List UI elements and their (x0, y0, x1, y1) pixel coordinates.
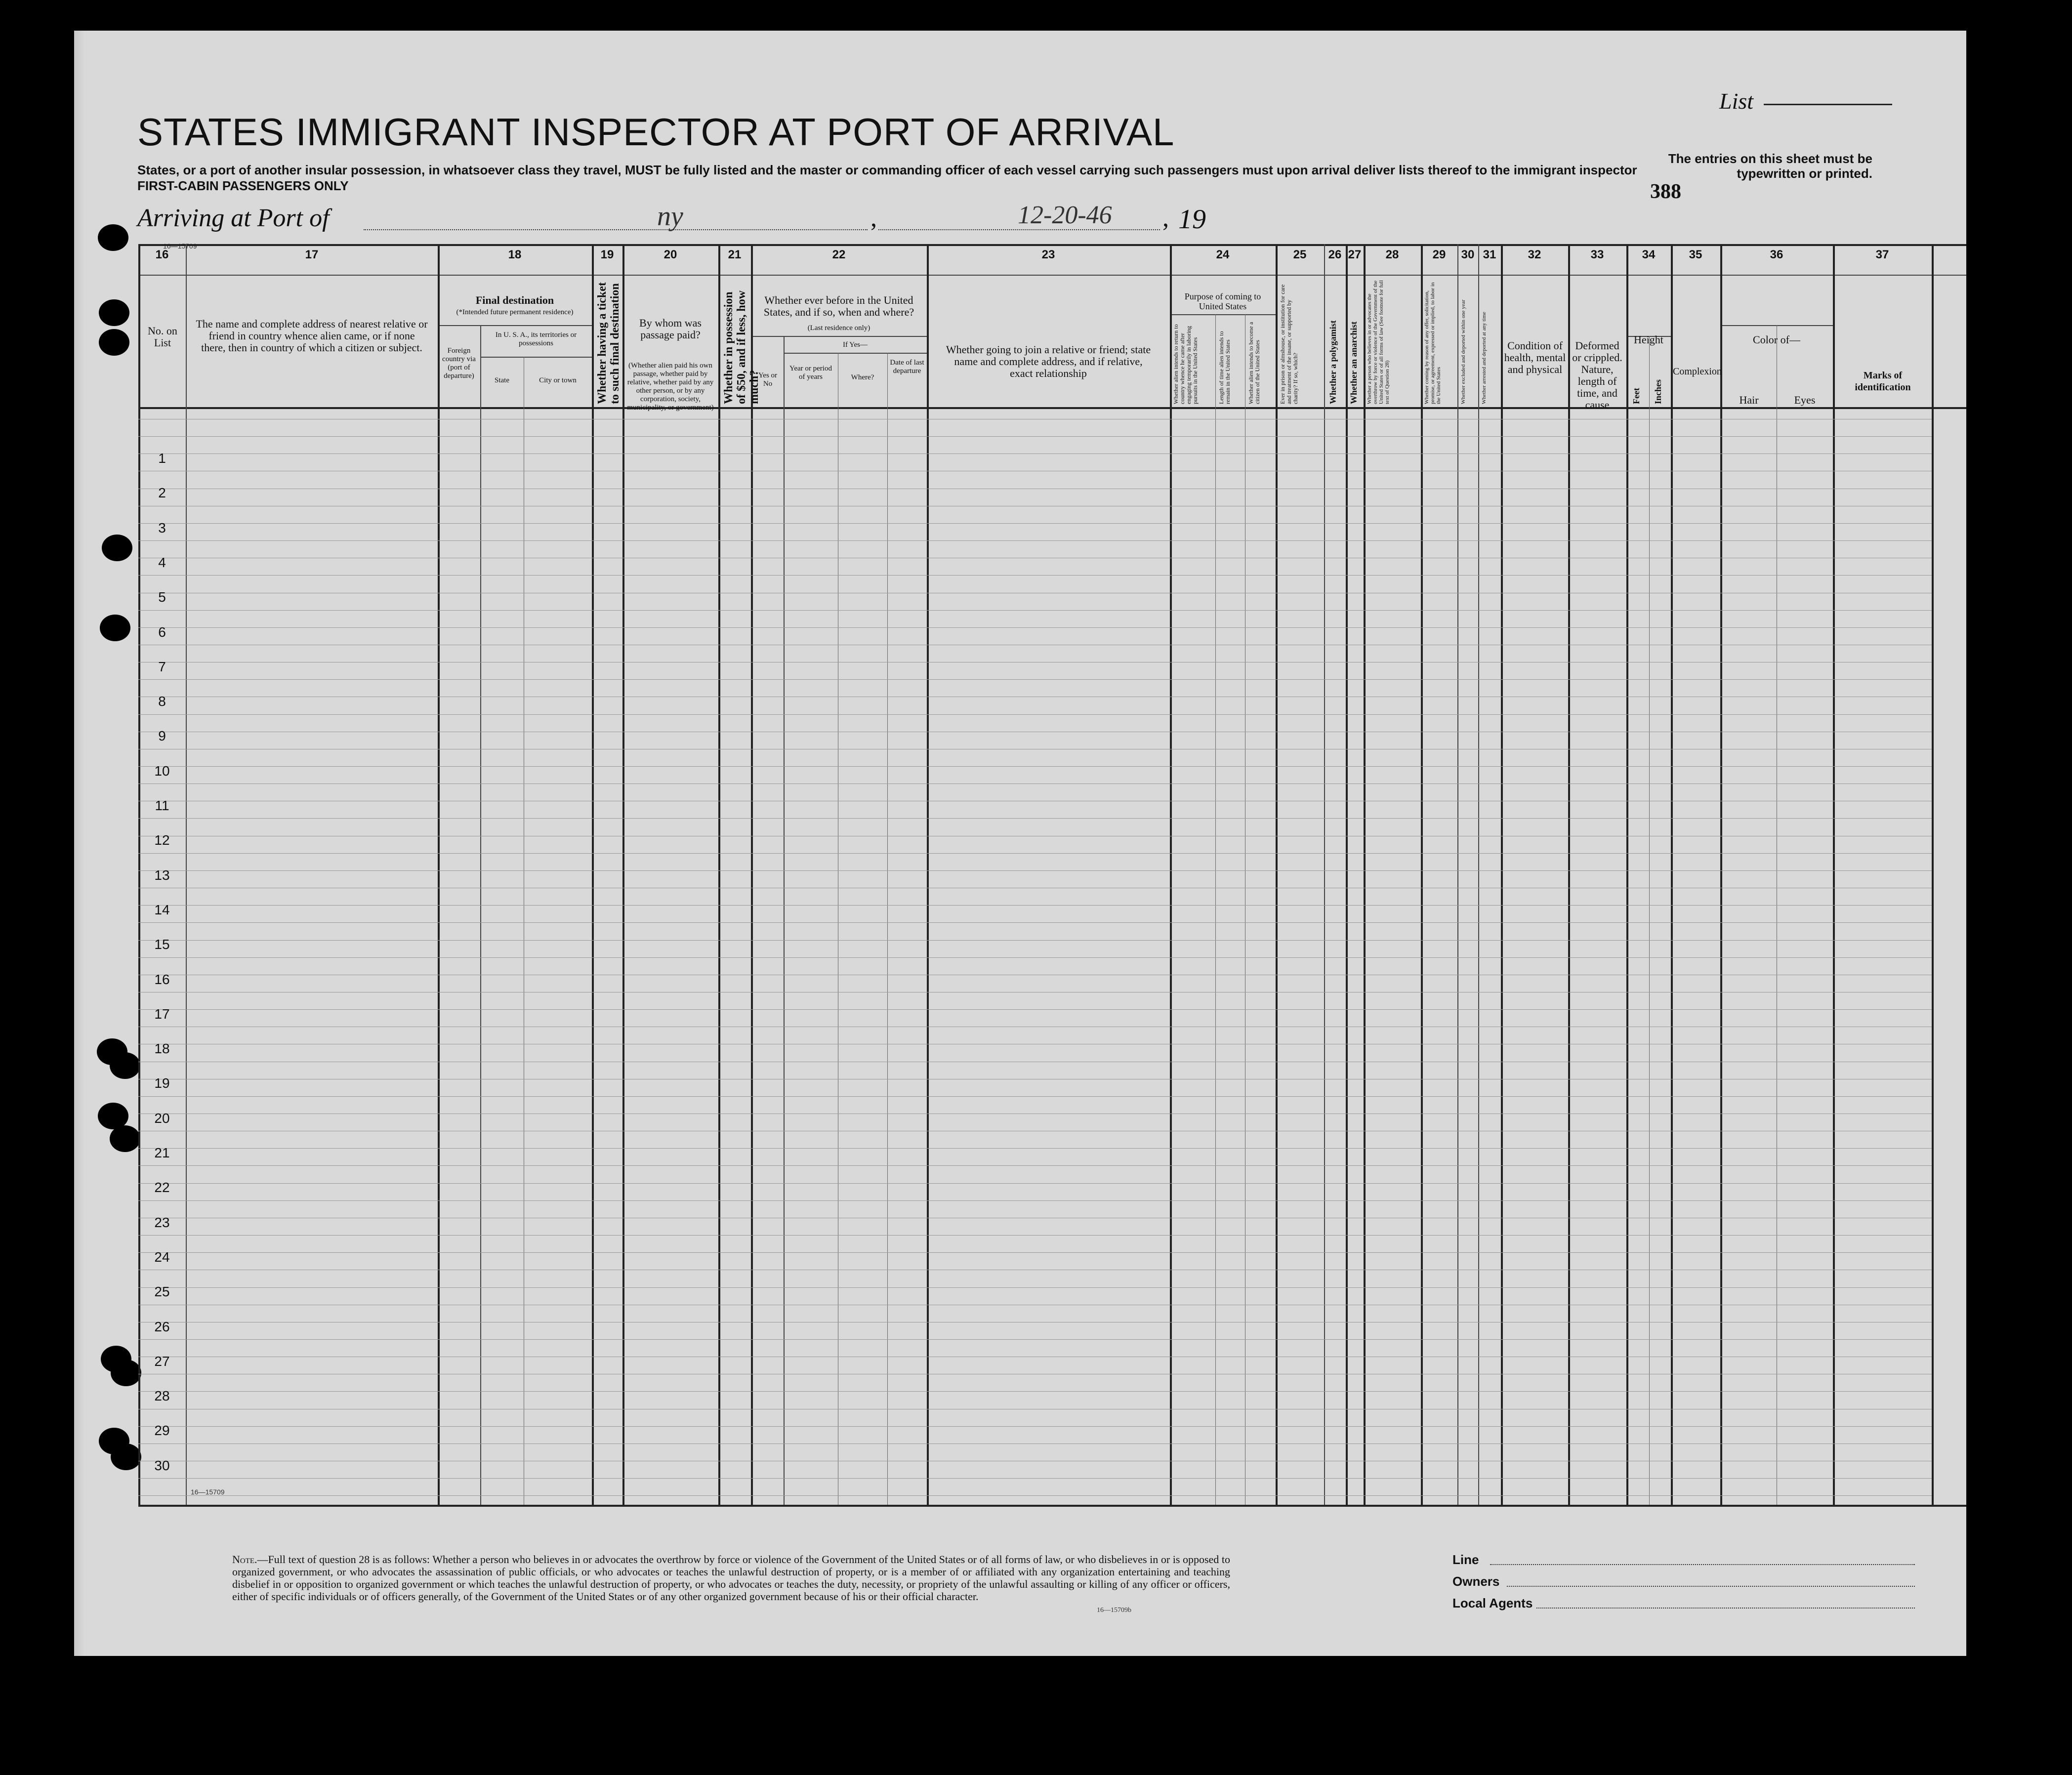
row-number: 28 (154, 1388, 170, 1403)
row-rule (138, 1200, 1932, 1201)
colnum-36: 36 (1770, 248, 1783, 261)
row-rule (138, 1495, 1932, 1496)
row-number: 22 (154, 1180, 170, 1195)
header-yes-no: Yes or No (758, 372, 778, 388)
row-rule (138, 1165, 1932, 1166)
sub-rule-22 (751, 336, 927, 337)
class-line: FIRST-CABIN PASSENGERS ONLY (137, 178, 349, 193)
header-prison: Ever in prison or almshouse, or institution for care and treatment of the insane, or supported by charity? If so, which? (1279, 284, 1299, 404)
header-fifty-dollars: Whether in possession of $50, and if less, how much? (722, 290, 761, 404)
col-border (1626, 244, 1628, 1505)
header-last-residence: (Last residence only) (807, 324, 870, 332)
col-border (887, 353, 888, 1505)
row-rule (138, 818, 1932, 819)
local-agents-field[interactable] (1536, 1608, 1915, 1609)
row-rule (138, 714, 1932, 715)
header-feet: Feet (1631, 388, 1641, 404)
row-rule (138, 1478, 1932, 1479)
header-eyes: Eyes (1794, 394, 1816, 406)
colnum-17: 17 (305, 248, 319, 261)
col-border (927, 244, 929, 1505)
header-state: State (495, 376, 509, 384)
row-number: 27 (154, 1354, 170, 1369)
row-rule (138, 575, 1932, 576)
header-inches: Inches (1653, 379, 1663, 404)
col-border (1364, 244, 1366, 1505)
grid-top-rule (138, 244, 1966, 246)
row-number: 8 (158, 694, 166, 709)
header-nearest-relative: The name and complete address of nearest relative or friend in country whence alien came, or if none there, then in country of which a citizen or subject. (196, 318, 428, 354)
col-border (438, 244, 440, 1505)
arriving-label: Arriving at Port of (137, 204, 330, 232)
header-color-of: Color of— (1753, 333, 1800, 346)
header-health: Condition of health, mental and physical (1504, 339, 1566, 375)
col-border (1833, 244, 1835, 1505)
header-ticket: Whether having a ticket to such final destination (596, 282, 622, 404)
row-rule (138, 1391, 1932, 1392)
sub-rule-24 (1170, 314, 1276, 315)
row-number: 10 (154, 763, 170, 779)
manifest-sheet (74, 31, 1966, 1656)
col-border (1932, 244, 1934, 1505)
col-border (1568, 244, 1570, 1505)
row-number: 4 (158, 555, 166, 570)
col-border (592, 244, 594, 1505)
col-border (186, 244, 187, 1505)
form-code-top: 16—15709 (163, 242, 197, 250)
colnum-27: 27 (1348, 248, 1362, 261)
row-rule (138, 922, 1932, 923)
row-rule (138, 940, 1932, 941)
colnum-34: 34 (1642, 248, 1656, 261)
row-number: 6 (158, 624, 166, 640)
row-number: 19 (154, 1075, 170, 1091)
colnum-rule (138, 275, 1966, 276)
owners-field[interactable] (1507, 1586, 1915, 1587)
row-rule (138, 1339, 1932, 1340)
colnum-29: 29 (1432, 248, 1446, 261)
header-arrested: Whether arrested and deported at any time (1481, 312, 1487, 404)
col-border (480, 325, 481, 1505)
header-join-relative: Whether going to join a relative or friend; state name and complete address, and if relative, exact relationship (946, 343, 1151, 379)
col-border (784, 336, 785, 1505)
colnum-35: 35 (1689, 248, 1702, 261)
row-rule (138, 905, 1932, 906)
list-label: List (1719, 88, 1754, 114)
row-rule (138, 540, 1932, 541)
note-label: Note. (232, 1553, 257, 1566)
row-rule (138, 1183, 1932, 1184)
col-border (1276, 244, 1278, 1505)
colnum-28: 28 (1385, 248, 1399, 261)
sub-rule-22-ifyes (784, 353, 927, 354)
row-number: 30 (154, 1458, 170, 1473)
header-if-yes: If Yes— (842, 341, 868, 349)
col-border (622, 244, 624, 1505)
row-number: 29 (154, 1423, 170, 1438)
col-border (718, 244, 720, 1505)
header-purpose-return: Whether alien intends to return to country whence he came after engaging temporarily in laboring pursuits in the United States (1172, 324, 1199, 404)
footer-note (232, 1553, 1230, 1603)
header-no-on-list: No. on List (148, 325, 177, 349)
page-number: 388 (1650, 180, 1681, 203)
header-polygamist: Whether a polygamist (1328, 320, 1338, 404)
row-number: 23 (154, 1215, 170, 1230)
row-number: 12 (154, 832, 170, 848)
colnum-23: 23 (1041, 248, 1055, 261)
row-rule (138, 679, 1932, 680)
instructions-line: States, or a port of another insular possession, in whatsoever class they travel, MUST be fully listed and the master or commanding officer of each vessel carrying such passengers must upon arrival deliver lists thereof to the immigrant inspector (137, 163, 1637, 177)
colnum-19: 19 (600, 248, 614, 261)
col-border (1421, 244, 1423, 1505)
header-city: City or town (539, 376, 577, 384)
header-hair: Hair (1739, 394, 1759, 406)
colnum-24: 24 (1216, 248, 1230, 261)
row-number: 9 (158, 728, 166, 743)
row-number: 3 (158, 520, 166, 536)
row-number: 16 (154, 972, 170, 987)
form-code-bottom: 16—15709 (191, 1488, 225, 1496)
col-border (751, 244, 753, 1505)
row-rule (138, 1252, 1932, 1253)
row-number: 26 (154, 1319, 170, 1334)
row-number: 11 (155, 798, 169, 813)
col-border (1346, 244, 1348, 1505)
col-border (1720, 244, 1722, 1505)
row-number: 21 (154, 1145, 170, 1160)
header-purpose-citizen: Whether alien intends to become a citizen of the United States (1247, 322, 1261, 404)
row-number: 7 (158, 659, 166, 674)
header-final-destination: Final destination (475, 294, 554, 306)
row-number: 24 (154, 1249, 170, 1265)
row-number: 2 (158, 485, 166, 500)
colnum-32: 32 (1528, 248, 1541, 261)
col-border (1324, 244, 1325, 1505)
entries-note: The entries on this sheet must be typewritten or printed. (1668, 151, 1872, 181)
comma: , (1162, 204, 1169, 232)
col-border (1649, 336, 1650, 1505)
colnum-33: 33 (1590, 248, 1604, 261)
row-number: 18 (154, 1041, 170, 1056)
row-rule (138, 627, 1932, 628)
colnum-20: 20 (663, 248, 677, 261)
row-rule (138, 870, 1932, 871)
row-number: 1 (158, 451, 166, 466)
colnum-21: 21 (728, 248, 742, 261)
note-text: —Full text of question 28 is as follows: Whether a person who believes in or advocates the overthrow by force or violence of the Government of the United States or of all forms of law, or who disbelieves in or is opposed to organized government, or who advocates the assassination of public officials, or who advocates or teaches the unlawful destruction of property, or is a member of or affiliated with any organization entertaining and teaching disbelief in or opposition to organized government or which teaches the unlawful destruction of property, or who advocates or teaches the duty, necessity, or propriety of the unlawful assaulting or killing of any officer or officers, either of specific individuals or of officers generally, of the Government of the United States or of any other organized government because of his or their official character. (232, 1553, 1230, 1603)
row-rule (138, 1235, 1932, 1236)
header-foreign-country: Foreign country via (port of departure) (442, 347, 476, 380)
row-rule (138, 853, 1932, 854)
header-in-usa: In U. S. A., its territories or possessions (495, 331, 577, 347)
col-border (1457, 244, 1458, 1505)
page-title: STATES IMMIGRANT INSPECTOR AT PORT OF ARRIVAL (137, 110, 1175, 154)
header-passage-paid-note: (Whether alien paid his own passage, whether paid by relative, whether paid by any other person, or by any corporation, society, municipality, or government) (627, 362, 714, 412)
date-handwritten[interactable]: 12-20-46 (1018, 201, 1112, 229)
row-number: 20 (154, 1111, 170, 1126)
footer-ref-code: 16—15709b (1097, 1607, 1131, 1614)
header-ever-before: Whether ever before in the United States, and if so, when and where? (763, 294, 914, 318)
comma: , (870, 204, 877, 232)
colnum-16: 16 (155, 248, 169, 261)
header-date-departure: Date of last departure (890, 359, 924, 375)
col-border (1478, 244, 1479, 1505)
colnum-31: 31 (1483, 248, 1496, 261)
colnum-25: 25 (1293, 248, 1307, 261)
grid-bottom-rule (138, 1505, 1966, 1507)
manifest-grid (74, 31, 1966, 1656)
header-purpose: Purpose of coming to United States (1184, 291, 1261, 311)
col-border (1671, 244, 1673, 1505)
header-where: Where? (851, 373, 874, 381)
row-rule (138, 610, 1932, 611)
row-number: 17 (154, 1006, 170, 1022)
row-number: 5 (158, 589, 166, 605)
colnum-37: 37 (1875, 248, 1889, 261)
row-rule (138, 1426, 1932, 1427)
sub-rule-18-usa (480, 357, 592, 358)
row-rule (138, 1009, 1932, 1010)
header-complexion: Complexion (1673, 366, 1722, 377)
row-rule (138, 957, 1932, 958)
line-field[interactable] (1490, 1564, 1915, 1565)
colnum-26: 26 (1328, 248, 1342, 261)
col-border (1501, 244, 1503, 1505)
header-purpose-length: Length of time alien intends to remain in the United States (1218, 331, 1231, 404)
header-labor-offer: Whether coming by reason of any offer, solicitation, promise, or agreement, expressed or implied, to labor in the United States (1424, 282, 1442, 404)
header-deformed: Deformed or crippled. Nature, length of time, and cause (1572, 339, 1622, 411)
row-number: 13 (154, 867, 170, 883)
header-final-destination-note: (*Intended future permanent residence) (456, 308, 574, 316)
colnum-30: 30 (1461, 248, 1475, 261)
header-bottom-rule (138, 407, 1966, 409)
header-year-period: Year or period of years (789, 365, 832, 381)
row-number: 14 (154, 902, 170, 917)
row-rule (138, 766, 1932, 767)
header-excluded: Whether excluded and deported within one year (1460, 299, 1466, 404)
row-number: 15 (154, 937, 170, 952)
header-marks: Marks of identification (1855, 370, 1911, 393)
header-passage-paid: By whom was passage paid? (639, 317, 702, 341)
header-overthrow: Whether a person who believes in or advocates the overthrow by force or violence of the Government of the United States or of all forms of law (See footnote for full text of Question 28) (1367, 280, 1390, 404)
port-handwritten[interactable]: ny (657, 201, 683, 232)
row-rule (138, 523, 1932, 524)
sub-rule-18 (438, 325, 592, 326)
row-rule (138, 1287, 1932, 1288)
line-label: Line (1452, 1552, 1479, 1567)
row-number: 25 (154, 1284, 170, 1299)
col-border (1215, 314, 1216, 1505)
year-prefix: 19 (1178, 204, 1206, 235)
header-height: Height (1634, 333, 1663, 346)
row-rule (138, 1096, 1932, 1097)
local-agents-label: Local Agents (1452, 1596, 1533, 1610)
colnum-18: 18 (508, 248, 522, 261)
row-rule (138, 1148, 1932, 1149)
owners-label: Owners (1452, 1574, 1500, 1589)
colnum-22: 22 (832, 248, 846, 261)
header-anarchist: Whether an anarchist (1349, 321, 1359, 404)
col-border (1170, 244, 1172, 1505)
row-rule (138, 436, 1932, 437)
